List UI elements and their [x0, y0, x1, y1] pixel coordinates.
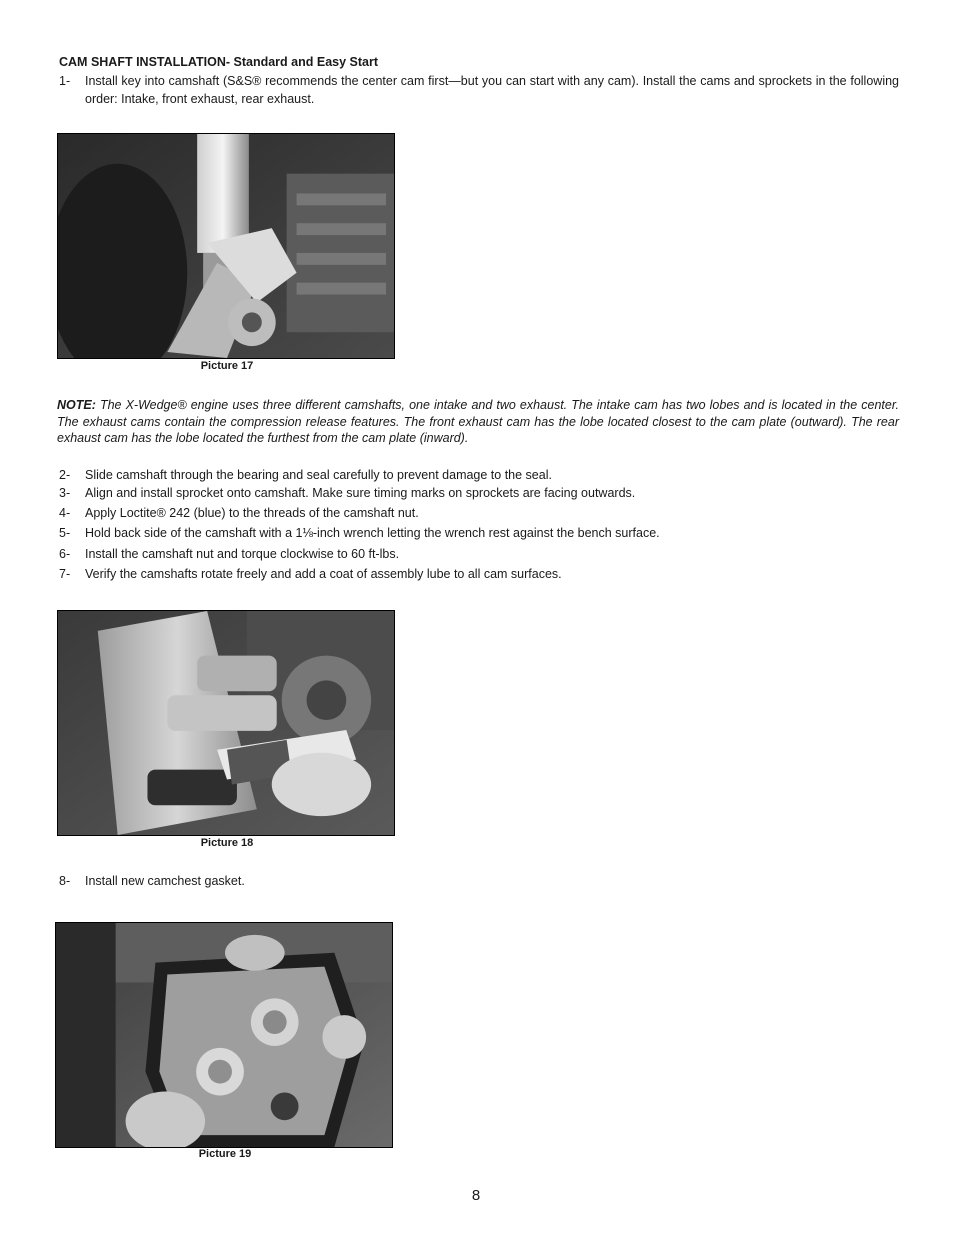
- caption-picture-19: Picture 19: [198, 1148, 252, 1160]
- caption-picture-17: Picture 17: [200, 360, 254, 372]
- cam-plate-lube-image: [58, 611, 394, 835]
- note-paragraph: [57, 397, 899, 447]
- step-number: 8-: [59, 874, 71, 888]
- step-text: Install new camchest gasket.: [85, 874, 245, 888]
- section-heading: CAM SHAFT INSTALLATION- Standard and Easy Start: [59, 55, 379, 69]
- note-text: The X-Wedge® engine uses three different camshafts, one intake and two exhaust. The intake cam has two lobes and is located in the center. The exhaust cams contain the compression release features. The front exhaust cam has the lobe located closest to the cam plate (outward). The rear exhaust cam has the lobe located the furthest from the cam plate (inward).: [57, 398, 899, 445]
- camchest-gasket-image: [56, 923, 392, 1147]
- wrench-on-camshaft-image: [58, 134, 394, 358]
- step-6: [59, 545, 899, 563]
- step-number: 4-: [59, 506, 71, 520]
- step-text: Slide camshaft through the bearing and seal carefully to prevent damage to the seal.: [85, 468, 552, 482]
- step-number: 1-: [59, 74, 71, 88]
- step-text: Verify the camshafts rotate freely and add a coat of assembly lube to all cam surfaces.: [85, 567, 562, 581]
- step-2: [59, 466, 899, 484]
- step-number: 6-: [59, 547, 71, 561]
- step-1: [59, 72, 899, 108]
- step-3: [59, 484, 899, 502]
- step-text: Align and install sprocket onto camshaft. Make sure timing marks on sprockets are facing outwards.: [85, 486, 636, 500]
- page-number: 8: [471, 1187, 481, 1204]
- step-text: Hold back side of the camshaft with a 1⅛-inch wrench letting the wrench rest against the bench surface.: [85, 526, 660, 540]
- step-text: Apply Loctite® 242 (blue) to the threads of the camshaft nut.: [85, 506, 419, 520]
- step-text: Install key into camshaft (S&S® recommends the center cam first—but you can start with any cam). Install the cams and sprockets in the following order: Intake, front exhaust, rear exhaust.: [85, 74, 899, 106]
- step-8: [59, 872, 899, 890]
- step-number: 3-: [59, 486, 71, 500]
- photo-picture-17: [57, 133, 395, 359]
- step-4: [59, 504, 899, 522]
- step-text: Install the camshaft nut and torque clockwise to 60 ft-lbs.: [85, 547, 400, 561]
- step-5: [59, 524, 899, 542]
- step-number: 7-: [59, 567, 71, 581]
- photo-picture-18: [57, 610, 395, 836]
- note-label: NOTE:: [57, 398, 96, 412]
- caption-picture-18: Picture 18: [200, 837, 254, 849]
- step-number: 2-: [59, 468, 71, 482]
- photo-picture-19: [55, 922, 393, 1148]
- step-number: 5-: [59, 526, 71, 540]
- step-7: [59, 565, 899, 583]
